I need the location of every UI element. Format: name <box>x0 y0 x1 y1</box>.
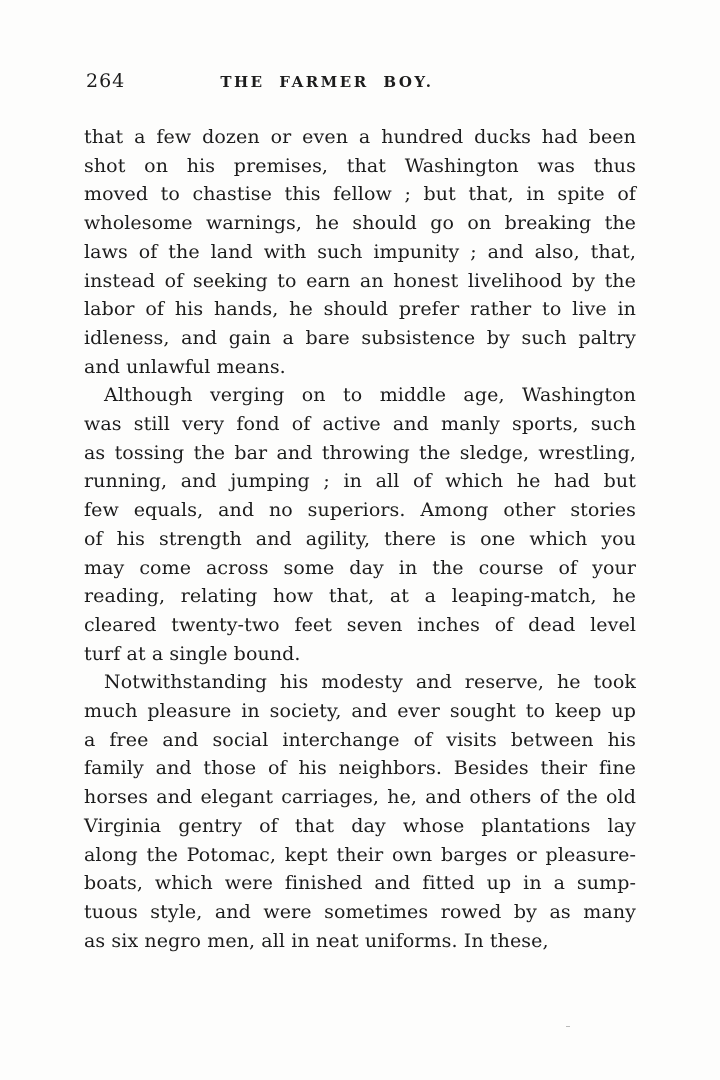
text-line: as six negro men, all in neat uniforms. In these, <box>84 929 549 952</box>
running-title: THE FARMER BOY. <box>220 73 434 91</box>
page-header <box>84 70 636 96</box>
text-line: may come across some day in the course of your <box>84 556 636 579</box>
text-line: was still very fond of active and manly sports, such <box>84 413 636 436</box>
text-line: along the Potomac, kept their own barges or pleasure- <box>84 843 636 866</box>
text-line: cleared twenty-two feet seven inches of dead level <box>84 613 636 636</box>
text-line: that a few dozen or even a hundred ducks had been <box>84 126 636 148</box>
paragraph <box>84 123 636 381</box>
text-line: idleness, and gain a bare subsistence by such paltry <box>84 326 636 349</box>
text-block <box>84 123 636 955</box>
text-line: instead of seeking to earn an honest livelihood by the <box>84 269 636 292</box>
text-line: turf at a single bound. <box>84 642 301 665</box>
text-line: wholesome warnings, he should go on breaking the <box>84 212 636 235</box>
text-line: much pleasure in society, and ever sought to keep up <box>84 700 636 723</box>
text-line: labor of his hands, he should prefer rather to live in <box>84 298 636 321</box>
text-line: Although verging on to middle age, Washington <box>104 384 636 407</box>
text-line: Virginia gentry of that day whose plantations lay <box>84 814 636 837</box>
paragraph <box>84 381 636 668</box>
text-line: of his strength and agility, there is one which you <box>84 527 636 550</box>
text-line: moved to chastise this fellow ; but that, in spite of <box>84 183 636 206</box>
text-line: family and those of his neighbors. Besides their fine <box>84 757 636 780</box>
text-line: horses and elegant carriages, he, and others of the old <box>84 786 636 809</box>
text-line: a free and social interchange of visits between his <box>84 728 636 751</box>
text-line: boats, which were finished and fitted up in a sump- <box>84 872 636 895</box>
paragraph <box>84 668 636 955</box>
text-line: laws of the land with such impunity ; and also, that, <box>84 240 636 263</box>
text-line: shot on his premises, that Washington was thus <box>84 154 636 177</box>
text-line: few equals, and no superiors. Among other stories <box>84 499 636 522</box>
text-line: tuous style, and were sometimes rowed by as many <box>84 900 636 923</box>
text-line: and unlawful means. <box>84 355 286 378</box>
text-line: running, and jumping ; in all of which he had but <box>84 470 636 493</box>
page-number: 264 <box>86 70 126 92</box>
text-line: as tossing the bar and throwing the sledge, wrestling, <box>84 441 636 464</box>
text-line: Notwithstanding his modesty and reserve, he took <box>104 671 636 694</box>
scan-speck <box>566 1026 570 1027</box>
text-line: reading, relating how that, at a leaping-match, he <box>84 585 636 608</box>
